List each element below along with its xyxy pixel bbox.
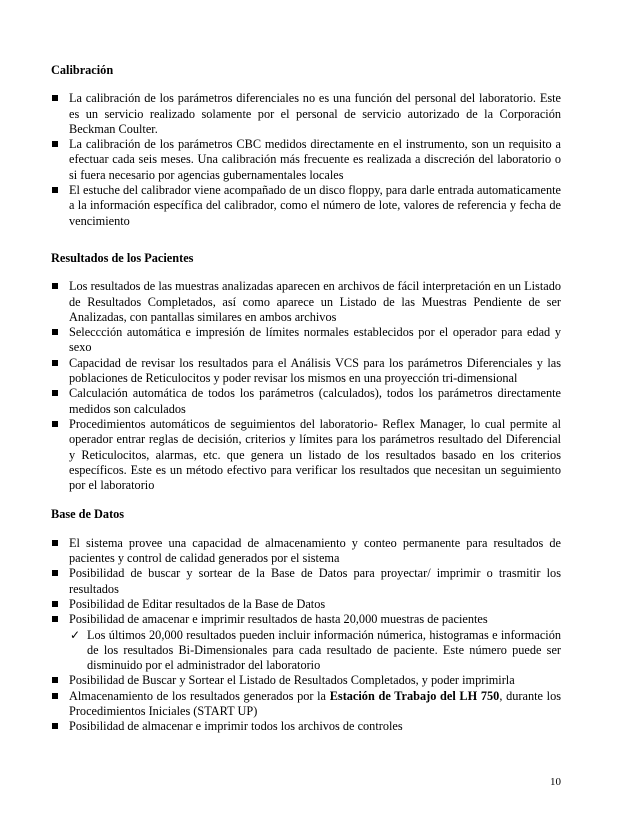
- list-item-text: La calibración de los parámetros diferenciales no es una función del personal del laboratorio. Este es un servicio realizado solamente por el personal de servicio autorizado de la Corporación Beckman Coulter.: [69, 91, 561, 136]
- square-bullet-icon: [52, 360, 58, 366]
- list-item-text: Posibilidad de buscar y sortear de la Base de Datos para proyectar/ imprimir o trasmitir los resultados: [69, 566, 561, 596]
- square-bullet-icon: [52, 141, 58, 147]
- list-item: [51, 536, 561, 567]
- section-calibracion: [51, 63, 561, 229]
- square-bullet-icon: [52, 723, 58, 729]
- list-item-text: Posibilidad de amacenar e imprimir resultados de hasta 20,000 muestras de pacientes: [69, 612, 488, 627]
- list-item: [51, 356, 561, 387]
- list-item: [51, 386, 561, 417]
- section-base-de-datos: [51, 507, 561, 734]
- list-item-text: El estuche del calibrador viene acompañado de un disco floppy, para darle entrada automaticamente a la información específica del calibrador, como el número de lote, valores de referencia y fecha de vencimiento: [69, 183, 561, 228]
- list-item-text: Posibilidad de Buscar y Sortear el Listado de Resultados Completados, y poder imprimirla: [69, 673, 515, 688]
- list-item: [51, 673, 561, 688]
- list-item: [51, 689, 561, 720]
- list-item: [51, 612, 561, 673]
- square-bullet-icon: [52, 540, 58, 546]
- list-item: [51, 417, 561, 493]
- square-bullet-icon: [52, 570, 58, 576]
- square-bullet-icon: [52, 329, 58, 335]
- check-list-item: [69, 628, 561, 674]
- bullet-list: [51, 279, 561, 493]
- section-heading: Base de Datos: [51, 507, 125, 522]
- list-item: [51, 719, 561, 734]
- square-bullet-icon: [52, 95, 58, 101]
- bullet-list: [51, 91, 561, 229]
- list-item-text: Posibilidad de Editar resultados de la Base de Datos: [69, 596, 326, 611]
- square-bullet-icon: [52, 693, 58, 699]
- list-item-text: Procedimientos automáticos de seguimientos del laboratorio- Reflex Manager, lo cual permite al operador entrar reglas de decisión, criterios y límites para los parámetros resultado del Diferencial y Reticulocitos, alarmas, etc. que genera un listado de los resultados basado en los criterios específicos. Este es un método efectivo para verificar los resultados que necesitan un seguimiento por el laboratorio: [69, 416, 561, 493]
- list-item-text: Capacidad de revisar los resultados para el Análisis VCS para los parámetros Diferenciales y las poblaciones de Reticulocitos y poder revisar los mismos en una proyección tri-dimensional: [69, 355, 561, 386]
- list-item: [51, 91, 561, 137]
- section-heading: Resultados de los Pacientes: [51, 250, 194, 265]
- square-bullet-icon: [52, 187, 58, 193]
- list-item: [51, 566, 561, 597]
- list-item-text: Calculación automática de todos los parámetros (calculados), todos los parámetros directamente medidos son calculados: [69, 386, 561, 416]
- check-list: [69, 628, 561, 674]
- section-heading: Calibración: [51, 63, 114, 77]
- rich-text-bold: Estación de Trabajo del LH 750: [329, 688, 500, 703]
- check-list-item-text: Los últimos 20,000 resultados pueden incluir información númerica, histogramas e información de los resultados Bi-Dimensionales para cada resultado de paciente. Este número puede ser disminuido por el administrador del laboratorio: [87, 627, 561, 673]
- square-bullet-icon: [52, 421, 58, 427]
- section-resultados-pacientes: [51, 251, 561, 493]
- square-bullet-icon: [52, 677, 58, 683]
- page-number: 10: [550, 776, 561, 788]
- list-item-text: Posibilidad de almacenar e imprimir todos los archivos de controles: [69, 719, 403, 734]
- check-mark-icon: ✓: [70, 627, 81, 642]
- list-item: [51, 325, 561, 356]
- list-item-text: Seleccción automática e impresión de límites normales establecidos por el operador para edad y sexo: [69, 325, 561, 355]
- rich-text-after: , durante los Procedimientos Iniciales (START UP): [69, 688, 562, 718]
- list-item: [51, 183, 561, 229]
- list-item-text: Los resultados de las muestras analizadas aparecen en archivos de fácil interpretación en un Listado de Resultados Completados, así como aparece un Listado de las Muestras Pendiente de ser Analizadas, con pantallas similares en ambos archivos: [69, 279, 561, 324]
- list-item-text: El sistema provee una capacidad de almacenamiento y conteo permanente para resultados de pacientes y control de calidad generados por el sistema: [69, 535, 561, 566]
- bullet-list: [51, 536, 561, 735]
- square-bullet-icon: [52, 283, 58, 289]
- square-bullet-icon: [52, 390, 58, 396]
- square-bullet-icon: [52, 616, 58, 622]
- rich-text-before: Almacenamiento de los resultados generados por la: [69, 688, 330, 703]
- list-item: [51, 137, 561, 183]
- square-bullet-icon: [52, 601, 58, 607]
- list-item-text: La calibración de los parámetros CBC medidos directamente en el instrumento, son un requisito a efectuar cada seis meses. Una calibración más frecuente es realizada a discreción del laboratorio o si fuera necesario por agencias gubernamentales locales: [69, 137, 561, 182]
- list-item: [51, 597, 561, 612]
- list-item: [51, 279, 561, 325]
